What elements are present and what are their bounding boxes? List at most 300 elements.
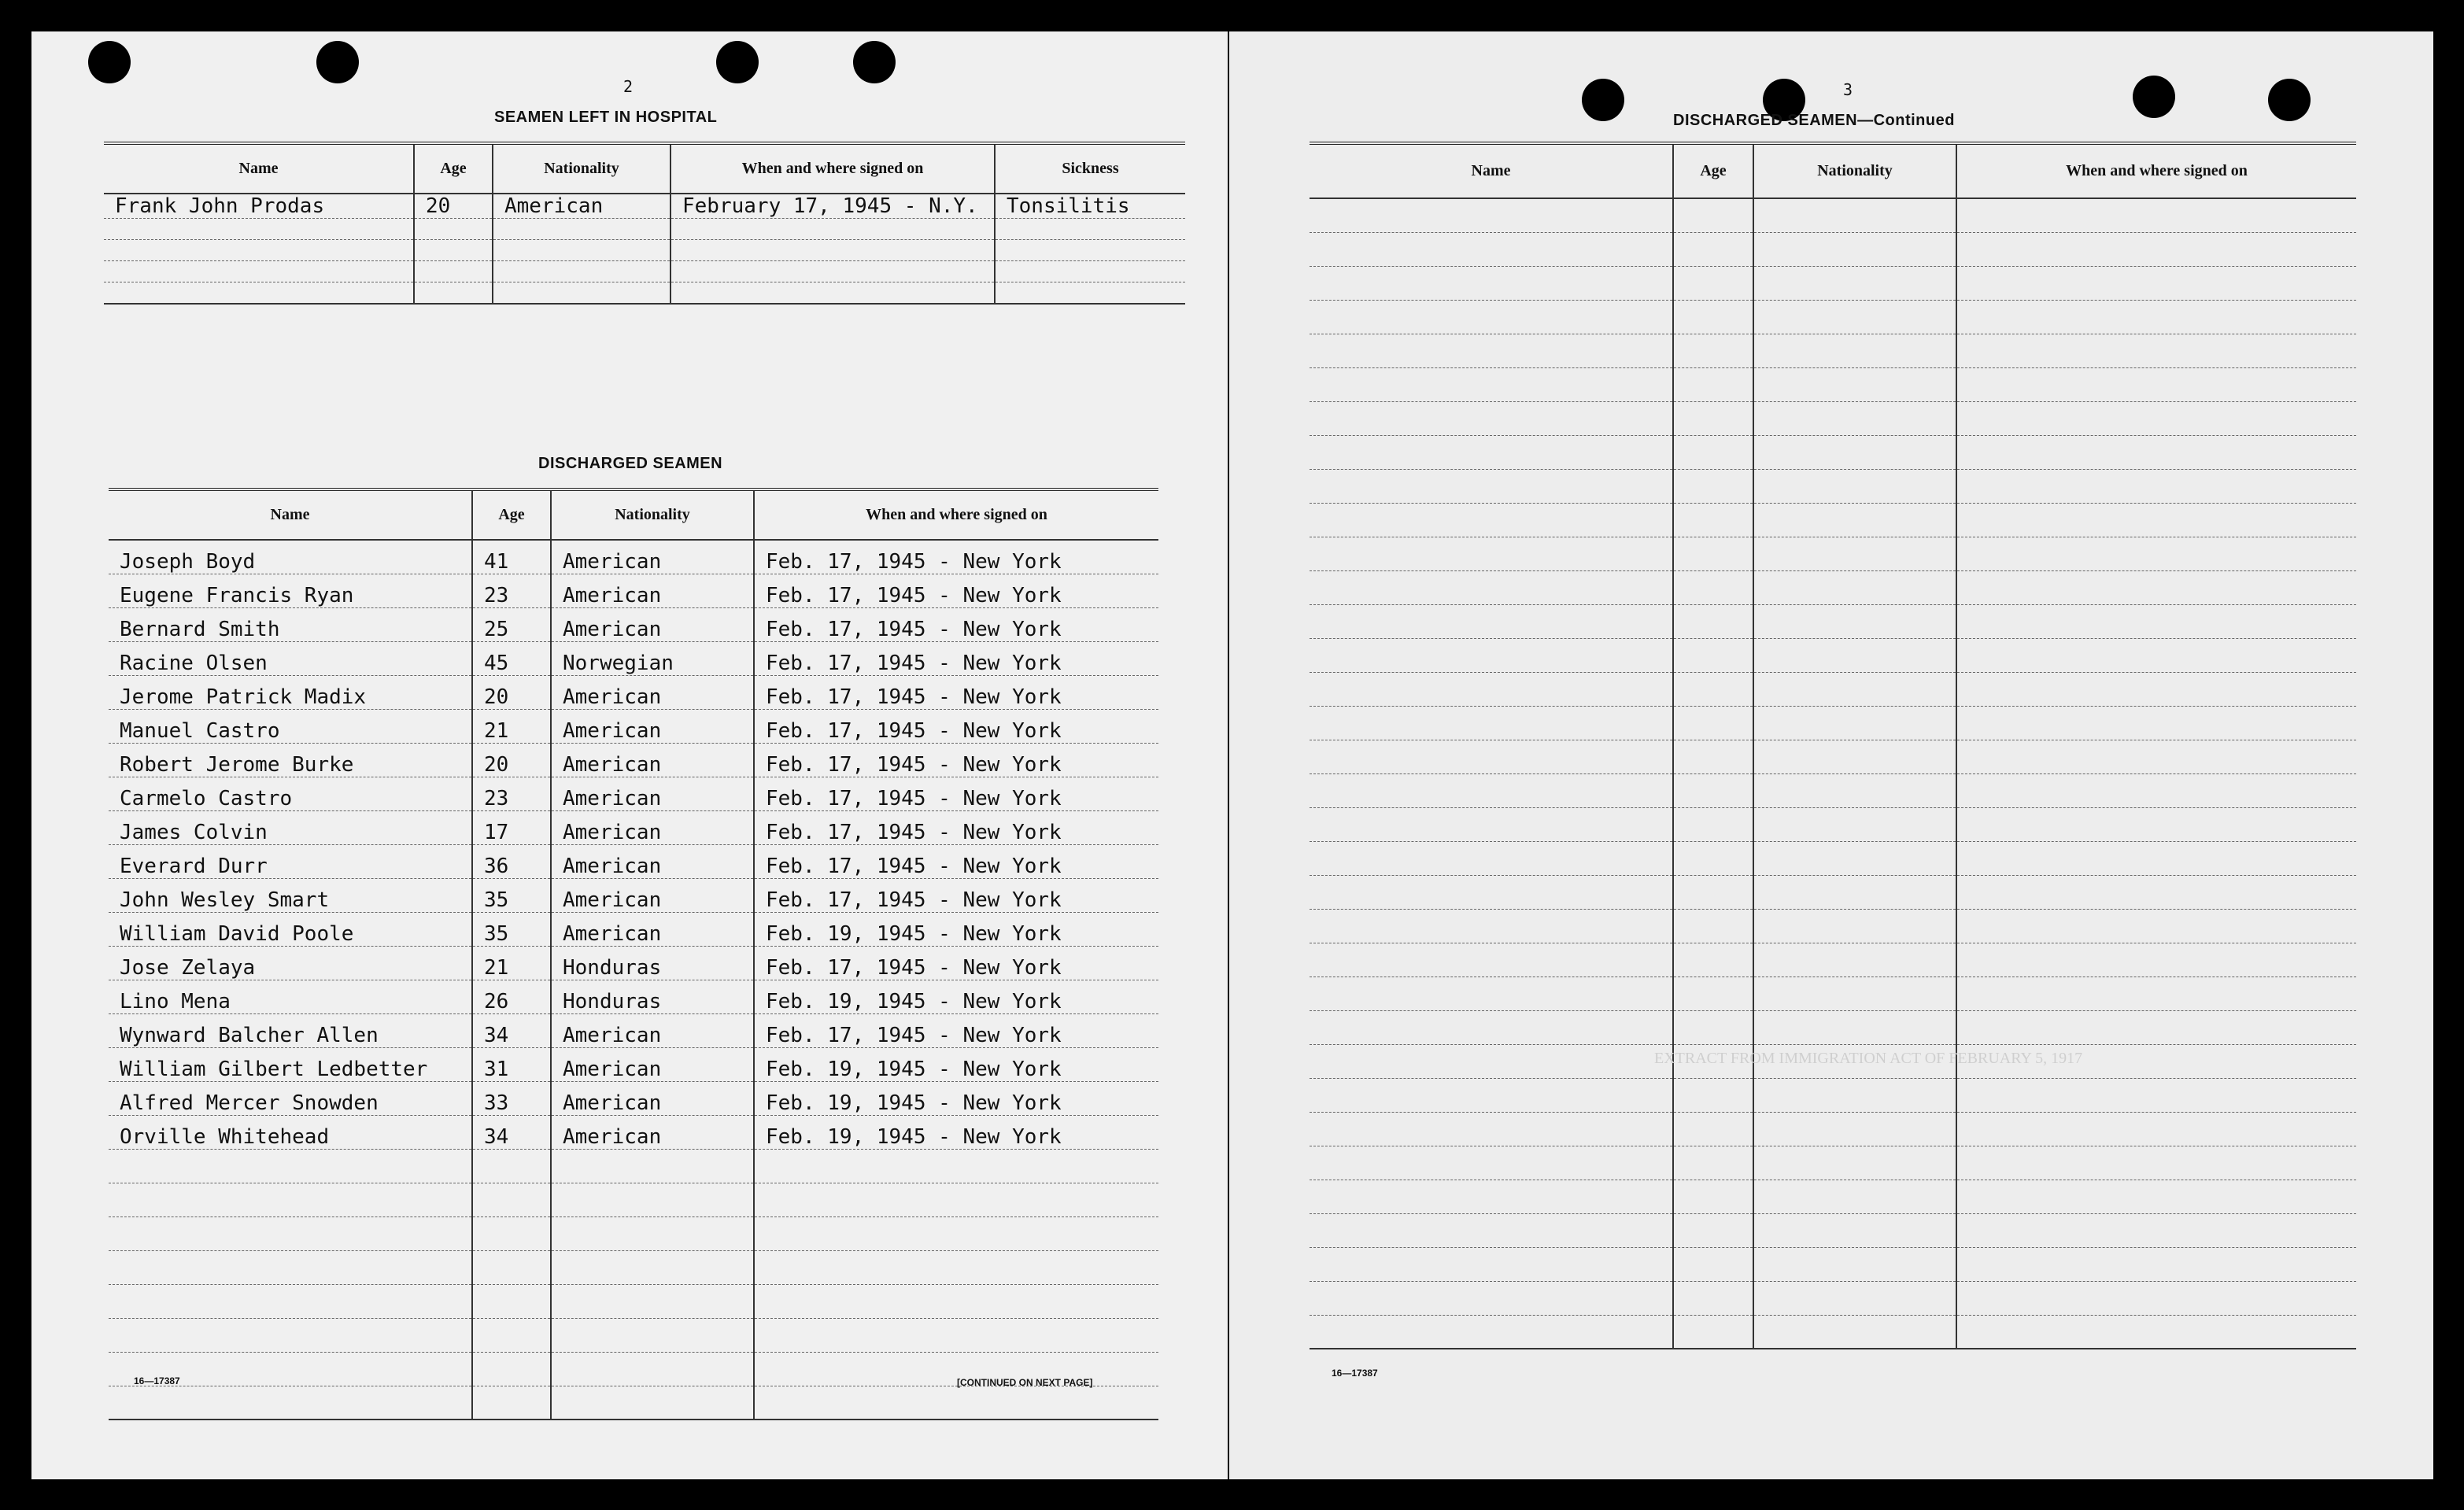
- table-cell: [1310, 1247, 1673, 1281]
- table-cell: [493, 240, 670, 261]
- table-row: [109, 540, 1158, 574]
- table-cell: [1753, 198, 1956, 232]
- table-cell: 34: [472, 1115, 551, 1149]
- table-cell: [1753, 1146, 1956, 1180]
- table-cell: [1753, 977, 1956, 1010]
- table-cell: James Colvin: [109, 810, 472, 844]
- table-cell: Feb. 17, 1945 - New York: [754, 675, 1158, 709]
- table-cell: Jose Zelaya: [109, 946, 472, 980]
- table-row: [1310, 1180, 2356, 1213]
- table-cell: [1753, 1315, 1956, 1349]
- table-cell: [1753, 1010, 1956, 1044]
- table-cell: American: [551, 540, 754, 574]
- table-cell: [1310, 1180, 1673, 1213]
- table-cell: Feb. 17, 1945 - New York: [754, 540, 1158, 574]
- table-cell: [551, 1386, 754, 1420]
- table-cell: [414, 219, 493, 240]
- table-row: [109, 743, 1158, 777]
- table-cell: [472, 1183, 551, 1216]
- table-row: [1310, 807, 2356, 841]
- punch-hole: [2133, 76, 2175, 118]
- table-row: [109, 607, 1158, 641]
- bleed-through-text: EXTRACT FROM IMMIGRATION ACT OF FEBRUARY 5, 1917: [1654, 1050, 2083, 1067]
- table-cell: [1673, 401, 1753, 435]
- table-cell: [1673, 537, 1753, 570]
- table-cell: William Gilbert Ledbetter: [109, 1047, 472, 1081]
- table-cell: [1956, 537, 2356, 570]
- table-cell: [1956, 435, 2356, 469]
- right-page: [1229, 31, 2433, 1479]
- table-cell: [1310, 1146, 1673, 1180]
- table-cell: American: [551, 1047, 754, 1081]
- table-cell: [472, 1149, 551, 1183]
- table-cell: American: [551, 878, 754, 912]
- table-cell: [1310, 334, 1673, 367]
- table-cell: [1310, 1281, 1673, 1315]
- table-cell: Wynward Balcher Allen: [109, 1013, 472, 1047]
- table-cell: [1673, 334, 1753, 367]
- table-row: [1310, 1146, 2356, 1180]
- table-cell: [1753, 807, 1956, 841]
- table-cell: Feb. 19, 1945 - New York: [754, 1115, 1158, 1149]
- table-cell: [1673, 1010, 1753, 1044]
- table-cell: [1673, 875, 1753, 909]
- table-cell: [1673, 943, 1753, 977]
- table-cell: [1673, 1213, 1753, 1247]
- table-cell: Feb. 17, 1945 - New York: [754, 607, 1158, 641]
- table-cell: American: [551, 675, 754, 709]
- section-title-continued: DISCHARGED SEAMEN—Continued: [1673, 112, 1955, 129]
- column-header: Nationality: [1753, 143, 1956, 198]
- table-row: [1310, 638, 2356, 672]
- table-cell: Honduras: [551, 946, 754, 980]
- page-number: 2: [623, 77, 634, 96]
- table-cell: [109, 1250, 472, 1284]
- table-cell: [1956, 604, 2356, 638]
- table-row: [109, 1386, 1158, 1420]
- table-cell: [1956, 1247, 2356, 1281]
- punch-hole: [853, 41, 896, 83]
- table-cell: [104, 240, 414, 261]
- table-cell: [1956, 367, 2356, 401]
- table-cell: 35: [472, 912, 551, 946]
- section-title-hospital: SEAMEN LEFT IN HOSPITAL: [494, 109, 718, 126]
- table-cell: [1310, 977, 1673, 1010]
- table-cell: [551, 1352, 754, 1386]
- table-cell: 20: [472, 743, 551, 777]
- table-cell: Feb. 19, 1945 - New York: [754, 1047, 1158, 1081]
- table-cell: American: [551, 1081, 754, 1115]
- table-cell: [1753, 638, 1956, 672]
- hospital-table: [104, 142, 1185, 305]
- table-row: [1310, 401, 2356, 435]
- table-row: [1310, 503, 2356, 537]
- table-cell: [1673, 1281, 1753, 1315]
- column-header: Age: [472, 489, 551, 540]
- table-row: [104, 282, 1185, 304]
- table-cell: 33: [472, 1081, 551, 1115]
- table-row: [109, 980, 1158, 1013]
- table-cell: Feb. 17, 1945 - New York: [754, 810, 1158, 844]
- table-cell: [754, 1318, 1158, 1352]
- table-cell: 23: [472, 777, 551, 810]
- table-cell: [995, 261, 1185, 282]
- table-row: [109, 1284, 1158, 1318]
- table-row: [1310, 1078, 2356, 1112]
- table-cell: [493, 282, 670, 304]
- table-cell: [1310, 537, 1673, 570]
- table-cell: [1956, 198, 2356, 232]
- table-row: [1310, 706, 2356, 740]
- table-row: [109, 1047, 1158, 1081]
- table-cell: 36: [472, 844, 551, 878]
- table-cell: [1753, 841, 1956, 875]
- table-cell: John Wesley Smart: [109, 878, 472, 912]
- table-row: [1310, 1247, 2356, 1281]
- table-cell: [1956, 672, 2356, 706]
- table-cell: [493, 261, 670, 282]
- table-cell: [1956, 875, 2356, 909]
- table-cell: [754, 1149, 1158, 1183]
- table-cell: 41: [472, 540, 551, 574]
- table-cell: [995, 219, 1185, 240]
- table-cell: [1673, 740, 1753, 773]
- table-row: [1310, 1213, 2356, 1247]
- table-cell: Eugene Francis Ryan: [109, 574, 472, 607]
- column-header: When and where signed on: [754, 489, 1158, 540]
- table-row: [1310, 469, 2356, 503]
- table-cell: [1753, 773, 1956, 807]
- table-cell: [109, 1183, 472, 1216]
- table-cell: Lino Mena: [109, 980, 472, 1013]
- table-cell: [1753, 570, 1956, 604]
- table-row: [1310, 435, 2356, 469]
- table-cell: American: [551, 777, 754, 810]
- table-cell: [109, 1284, 472, 1318]
- table-cell: [109, 1318, 472, 1352]
- table-row: [1310, 300, 2356, 334]
- table-cell: [1956, 266, 2356, 300]
- column-header: Sickness: [995, 143, 1185, 194]
- table-cell: American: [551, 912, 754, 946]
- table-cell: [1673, 435, 1753, 469]
- table-cell: [1673, 367, 1753, 401]
- form-number: 16—17387: [1332, 1368, 1378, 1379]
- table-cell: [1310, 198, 1673, 232]
- table-cell: Feb. 17, 1945 - New York: [754, 878, 1158, 912]
- table-cell: American: [551, 1013, 754, 1047]
- table-cell: [1310, 604, 1673, 638]
- table-row: [109, 641, 1158, 675]
- table-cell: Robert Jerome Burke: [109, 743, 472, 777]
- table-cell: Feb. 17, 1945 - New York: [754, 1013, 1158, 1047]
- table-cell: [551, 1250, 754, 1284]
- table-cell: [472, 1318, 551, 1352]
- table-cell: [1310, 1010, 1673, 1044]
- table-cell: 26: [472, 980, 551, 1013]
- table-row: [1310, 570, 2356, 604]
- table-cell: Racine Olsen: [109, 641, 472, 675]
- table-cell: [1956, 570, 2356, 604]
- table-cell: [104, 282, 414, 304]
- table-cell: [1753, 672, 1956, 706]
- table-cell: 17: [472, 810, 551, 844]
- table-cell: [1956, 1315, 2356, 1349]
- table-cell: [1673, 1180, 1753, 1213]
- table-cell: Feb. 19, 1945 - New York: [754, 1081, 1158, 1115]
- table-row: [1310, 198, 2356, 232]
- table-row: [1310, 537, 2356, 570]
- table-cell: [1753, 706, 1956, 740]
- table-cell: [1753, 300, 1956, 334]
- table-cell: [1673, 198, 1753, 232]
- table-cell: [1753, 469, 1956, 503]
- punch-hole: [88, 41, 131, 83]
- table-cell: [104, 219, 414, 240]
- table-cell: [1673, 1315, 1753, 1349]
- table-cell: American: [551, 709, 754, 743]
- table-cell: American: [551, 607, 754, 641]
- table-cell: 21: [472, 946, 551, 980]
- section-title-discharged: DISCHARGED SEAMEN: [538, 455, 723, 472]
- table-row: [109, 1216, 1158, 1250]
- table-cell: [1673, 469, 1753, 503]
- table-cell: 20: [472, 675, 551, 709]
- column-header: When and where signed on: [670, 143, 995, 194]
- table-cell: [1310, 435, 1673, 469]
- table-cell: 31: [472, 1047, 551, 1081]
- table-cell: Feb. 17, 1945 - New York: [754, 743, 1158, 777]
- table-cell: [1310, 943, 1673, 977]
- column-header: When and where signed on: [1956, 143, 2356, 198]
- table-cell: Everard Durr: [109, 844, 472, 878]
- table-cell: [1310, 773, 1673, 807]
- table-cell: [414, 240, 493, 261]
- table-cell: Frank John Prodas: [104, 194, 414, 219]
- table-cell: [754, 1386, 1158, 1420]
- table-cell: [1753, 1112, 1956, 1146]
- table-cell: [1310, 909, 1673, 943]
- table-cell: [472, 1284, 551, 1318]
- table-cell: [1673, 977, 1753, 1010]
- table-cell: [1310, 1315, 1673, 1349]
- table-cell: [1956, 706, 2356, 740]
- table-cell: [670, 240, 995, 261]
- left-page: [31, 31, 1228, 1479]
- table-cell: [551, 1216, 754, 1250]
- table-row: [109, 946, 1158, 980]
- table-cell: [1956, 740, 2356, 773]
- page-number: 3: [1843, 80, 1853, 99]
- table-cell: 45: [472, 641, 551, 675]
- table-cell: [1753, 1213, 1956, 1247]
- table-row: [1310, 334, 2356, 367]
- table-cell: [1310, 232, 1673, 266]
- table-cell: [551, 1318, 754, 1352]
- table-cell: [1956, 638, 2356, 672]
- table-cell: [1753, 232, 1956, 266]
- table-cell: [1310, 570, 1673, 604]
- table-row: [1310, 232, 2356, 266]
- table-row: [109, 574, 1158, 607]
- table-row: [1310, 1281, 2356, 1315]
- table-cell: [1753, 1078, 1956, 1112]
- table-cell: [1310, 875, 1673, 909]
- table-cell: [1956, 841, 2356, 875]
- table-cell: 25: [472, 607, 551, 641]
- table-cell: [1673, 638, 1753, 672]
- table-row: [1310, 909, 2356, 943]
- discharged-continued-table: [1310, 142, 2356, 1349]
- table-cell: [472, 1250, 551, 1284]
- table-cell: [1673, 1078, 1753, 1112]
- table-cell: [109, 1216, 472, 1250]
- table-cell: 34: [472, 1013, 551, 1047]
- table-cell: [1673, 604, 1753, 638]
- table-cell: 20: [414, 194, 493, 219]
- table-cell: 21: [472, 709, 551, 743]
- table-cell: [1310, 401, 1673, 435]
- table-row: [109, 1081, 1158, 1115]
- table-cell: [1310, 469, 1673, 503]
- table-cell: [1310, 1112, 1673, 1146]
- table-row: [1310, 1112, 2356, 1146]
- table-cell: [995, 240, 1185, 261]
- column-header: Age: [1673, 143, 1753, 198]
- column-header: Age: [414, 143, 493, 194]
- table-cell: [1673, 807, 1753, 841]
- table-cell: [1673, 909, 1753, 943]
- punch-hole: [1582, 79, 1624, 121]
- table-cell: Alfred Mercer Snowden: [109, 1081, 472, 1115]
- table-cell: [754, 1216, 1158, 1250]
- table-cell: Honduras: [551, 980, 754, 1013]
- table-cell: [551, 1149, 754, 1183]
- table-cell: [414, 282, 493, 304]
- table-row: [109, 1318, 1158, 1352]
- table-row: [109, 1183, 1158, 1216]
- punch-hole: [316, 41, 359, 83]
- table-cell: [1956, 300, 2356, 334]
- table-cell: Feb. 17, 1945 - New York: [754, 946, 1158, 980]
- table-cell: [1753, 334, 1956, 367]
- table-row: [104, 240, 1185, 261]
- table-cell: [551, 1183, 754, 1216]
- table-cell: [1753, 503, 1956, 537]
- table-cell: [1753, 1281, 1956, 1315]
- table-cell: [1673, 232, 1753, 266]
- discharged-table: [109, 488, 1158, 1420]
- table-cell: [1310, 503, 1673, 537]
- table-cell: [1310, 1078, 1673, 1112]
- table-cell: [1310, 740, 1673, 773]
- table-cell: [551, 1284, 754, 1318]
- table-cell: [1956, 1010, 2356, 1044]
- table-cell: Carmelo Castro: [109, 777, 472, 810]
- table-row: [109, 709, 1158, 743]
- table-cell: [104, 261, 414, 282]
- table-cell: February 17, 1945 - N.Y.: [670, 194, 995, 219]
- column-header: Name: [109, 489, 472, 540]
- table-cell: [109, 1386, 472, 1420]
- table-cell: [1310, 638, 1673, 672]
- table-cell: [1956, 469, 2356, 503]
- table-cell: [1673, 570, 1753, 604]
- table-cell: [1956, 1180, 2356, 1213]
- table-cell: [1310, 1044, 1673, 1078]
- table-row: [109, 912, 1158, 946]
- table-row: [104, 261, 1185, 282]
- table-row: [1310, 672, 2356, 706]
- table-cell: [1673, 300, 1753, 334]
- table-cell: [1310, 300, 1673, 334]
- table-row: [104, 219, 1185, 240]
- table-row: [1310, 943, 2356, 977]
- table-cell: [1753, 875, 1956, 909]
- table-row: [109, 777, 1158, 810]
- table-cell: Bernard Smith: [109, 607, 472, 641]
- table-cell: [1956, 1112, 2356, 1146]
- table-cell: [472, 1216, 551, 1250]
- table-cell: [1956, 1078, 2356, 1112]
- table-cell: Manuel Castro: [109, 709, 472, 743]
- table-row: [1310, 773, 2356, 807]
- table-cell: [1310, 807, 1673, 841]
- table-cell: Jerome Patrick Madix: [109, 675, 472, 709]
- table-cell: American: [551, 743, 754, 777]
- column-header: Name: [104, 143, 414, 194]
- table-row: [1310, 740, 2356, 773]
- table-cell: [1956, 401, 2356, 435]
- table-cell: American: [551, 1115, 754, 1149]
- table-cell: Feb. 17, 1945 - New York: [754, 777, 1158, 810]
- table-cell: [1956, 1213, 2356, 1247]
- table-cell: [1753, 740, 1956, 773]
- continued-note: [CONTINUED ON NEXT PAGE]: [957, 1377, 1093, 1388]
- table-row: [104, 194, 1185, 219]
- table-cell: [1753, 537, 1956, 570]
- table-row: [109, 844, 1158, 878]
- table-row: [109, 1115, 1158, 1149]
- table-row: [1310, 367, 2356, 401]
- table-row: [109, 1250, 1158, 1284]
- table-cell: [754, 1183, 1158, 1216]
- table-cell: [1673, 672, 1753, 706]
- table-cell: [472, 1386, 551, 1420]
- form-number: 16—17387: [134, 1375, 180, 1386]
- punch-hole: [716, 41, 759, 83]
- column-header: Name: [1310, 143, 1673, 198]
- column-header: Nationality: [551, 489, 754, 540]
- table-cell: [1753, 1247, 1956, 1281]
- table-row: [1310, 1315, 2356, 1349]
- table-row: [109, 810, 1158, 844]
- table-cell: [1956, 909, 2356, 943]
- table-cell: [1956, 503, 2356, 537]
- table-cell: [1673, 1247, 1753, 1281]
- table-row: [109, 1013, 1158, 1047]
- table-row: [1310, 1010, 2356, 1044]
- table-cell: [1753, 943, 1956, 977]
- table-cell: Norwegian: [551, 641, 754, 675]
- table-cell: [1956, 232, 2356, 266]
- table-row: [1310, 841, 2356, 875]
- table-cell: [995, 282, 1185, 304]
- table-cell: Feb. 17, 1945 - New York: [754, 641, 1158, 675]
- table-cell: 35: [472, 878, 551, 912]
- table-cell: Joseph Boyd: [109, 540, 472, 574]
- table-row: [109, 878, 1158, 912]
